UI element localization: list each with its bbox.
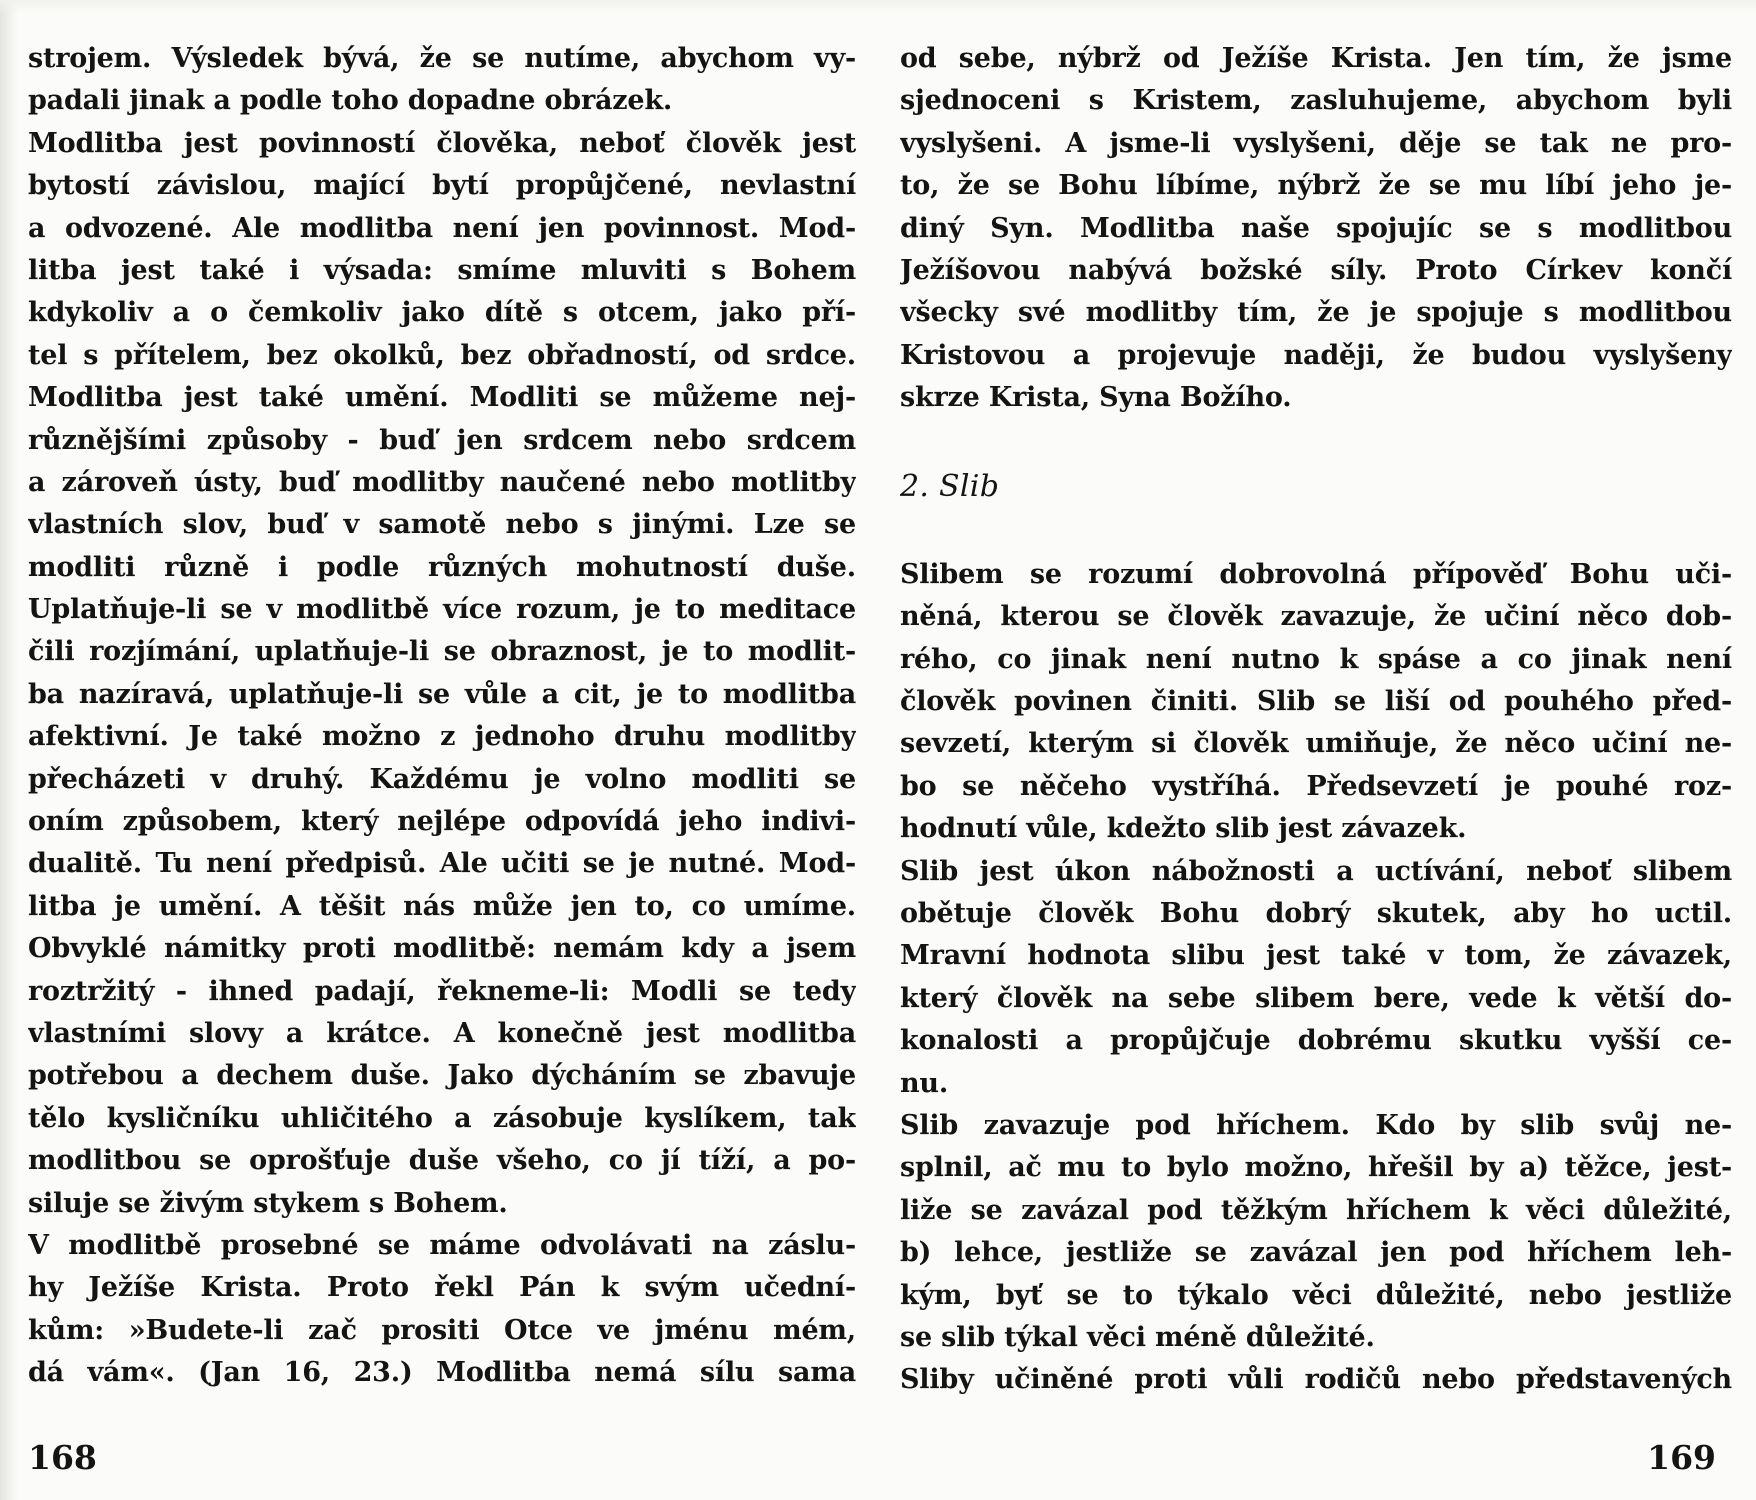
text-line: modliti různě i podle různých mohutností duše. [28, 551, 856, 583]
text-line: to, že se Bohu líbíme, nýbrž že se mu líbí jeho je- [900, 170, 1732, 202]
paragraph-spacer [900, 420, 1732, 466]
text-line: diný Syn. Modlitba naše spojujíc se s modlitbou [900, 212, 1732, 244]
text-line: rého, co jinak není nutno k spáse a co jinak není [900, 643, 1732, 675]
text-line: nu. [900, 1067, 949, 1099]
text-line: bo se něčeho vystříhá. Předsevzetí je pouhé roz- [900, 770, 1732, 802]
text-line: bytostí závislou, mající bytí propůjčené, nevlastní [28, 170, 856, 202]
text-line: Uplatňuje-li se v modlitbě více rozum, je to meditace [28, 594, 856, 626]
text-line: se slib týkal věci méně důležité. [900, 1321, 1375, 1353]
text-line: člověk povinen činiti. Slib se liší od pouhého před- [900, 686, 1732, 718]
text-line: V modlitbě prosebné se máme odvolávati na záslu- [28, 1229, 856, 1261]
text-line: ba nazíravá, uplatňuje-li se vůle a cit, je to modlitba [28, 678, 856, 710]
text-line: Slib zavazuje pod hříchem. Kdo by slib svůj ne- [900, 1109, 1732, 1141]
text-line: Obvyklé námitky proti modlitbě: nemám kdy a jsem [28, 933, 856, 965]
text-line: konalosti a propůjčuje dobrému skutku vyšší ce- [900, 1025, 1732, 1057]
text-line: vyslyšeni. A jsme-li vyslyšeni, děje se tak ne pro- [900, 127, 1732, 159]
text-line: Slibem se rozumí dobrovolná přípověď Bohu uči- [900, 558, 1732, 590]
text-line: kým, byť se to týkalo věci důležité, nebo jestliže [900, 1279, 1732, 1311]
text-line: různějšími způsoby - buď jen srdcem nebo srdcem [28, 424, 856, 456]
text-line: čili rozjímání, uplatňuje-li se obraznost, je to modlit- [28, 636, 856, 668]
text-line: hodnutí vůle, kdežto slib jest závazek. [900, 813, 1467, 845]
paragraph-spacer [900, 508, 1732, 554]
page-number-left: 168 [28, 1438, 97, 1477]
text-line: sevzetí, kterým si člověk umiňuje, že něco učiní ne- [900, 728, 1732, 760]
text-line: b) lehce, jestliže se zavázal jen pod hříchem leh- [900, 1237, 1732, 1269]
text-line: od sebe, nýbrž od Ježíše Krista. Jen tím, že jsme [900, 43, 1732, 74]
text-line: dá vám«. (Jan 16, 23.) Modlitba nemá sílu sama [28, 1357, 856, 1389]
text-line: afektivní. Je také možno z jednoho druhu modlitby [28, 721, 856, 753]
section-heading: 2. Slib [900, 468, 1000, 504]
text-line: a zároveň ústy, buď modlitby naučené nebo motlitby [28, 466, 856, 498]
text-line: kdykoliv a o čemkoliv jako dítě s otcem, jako pří- [28, 297, 856, 329]
text-line: něná, kterou se člověk zavazuje, že učiní něco dob- [900, 601, 1732, 633]
text-line: všecky své modlitby tím, že je spojuje s modlitbou [900, 297, 1732, 329]
text-line: dualitě. Tu není předpisů. Ale učiti se je nutné. Mod- [28, 848, 856, 880]
text-line: Modlitba jest povinností člověka, neboť člověk jest [28, 127, 856, 159]
text-line: Sliby učiněné proti vůli rodičů nebo představených [900, 1364, 1732, 1396]
text-line: a odvozené. Ale modlitba není jen povinnost. Mod- [28, 212, 856, 244]
text-line: Kristovou a projevuje naději, že budou vyslyšeny [900, 339, 1732, 371]
text-line: který člověk na sebe slibem bere, vede k větší do- [900, 982, 1732, 1014]
page-number-right: 169 [1647, 1438, 1716, 1477]
text-line: hy Ježíše Krista. Proto řekl Pán k svým učední- [28, 1272, 856, 1304]
text-line: kům: »Budete-li zač prositi Otce ve jménu mém, [28, 1314, 856, 1346]
text-line: přecházeti v druhý. Každému je volno modliti se [28, 763, 856, 795]
right-page-text-column [900, 38, 1732, 1402]
text-line: siluje se živým stykem s Bohem. [28, 1187, 508, 1219]
text-line: Mravní hodnota slibu jest také v tom, že závazek, [900, 940, 1732, 972]
text-line: oním způsobem, který nejlépe odpovídá jeho indivi- [28, 806, 856, 838]
text-line: roztržitý - ihned padají, řekneme-li: Modli se tedy [28, 975, 856, 1007]
text-line: Slib jest úkon nábožnosti a uctívání, neboť slibem [900, 855, 1732, 887]
text-line: sjednoceni s Kristem, zasluhujeme, abychom byli [900, 85, 1732, 117]
text-line: liže se zavázal pod těžkým hříchem k věci důležité, [900, 1194, 1732, 1226]
text-line: modlitbou se oprošťuje duše všeho, co jí tíží, a po- [28, 1145, 856, 1177]
text-line: vlastních slov, buď v samotě nebo s jinými. Lze se [28, 509, 856, 541]
text-line: litba jest také i výsada: smíme mluviti s Bohem [28, 254, 856, 286]
text-line: padali jinak a podle toho dopadne obrázek. [28, 85, 673, 117]
text-line: vlastními slovy a krátce. A konečně jest modlitba [28, 1017, 856, 1049]
text-line: tělo kysličníku uhličitého a zásobuje kyslíkem, tak [28, 1102, 856, 1134]
text-line: obětuje člověk Bohu dobrý skutek, aby ho uctil. [900, 898, 1732, 930]
text-line: splnil, ač mu to bylo možno, hřešil by a) těžce, jest- [900, 1152, 1732, 1184]
text-line: strojem. Výsledek bývá, že se nutíme, abychom vy- [28, 43, 856, 74]
scan-top-edge-shadow [0, 0, 1756, 14]
text-line: tel s přítelem, bez okolků, bez obřadností, od srdce. [28, 339, 856, 371]
text-line: litba je umění. A těšit nás může jen to, co umíme. [28, 890, 856, 922]
scan-left-edge-shadow [0, 0, 18, 1500]
text-line: Ježíšovou nabývá božské síly. Proto Církev končí [900, 254, 1732, 286]
text-line: Modlitba jest také umění. Modliti se můžeme nej- [28, 382, 856, 414]
left-page-text-column [28, 38, 856, 1395]
text-line: potřebou a dechem duše. Jako dýcháním se zbavuje [28, 1060, 856, 1092]
text-line: skrze Krista, Syna Božího. [900, 382, 1292, 414]
